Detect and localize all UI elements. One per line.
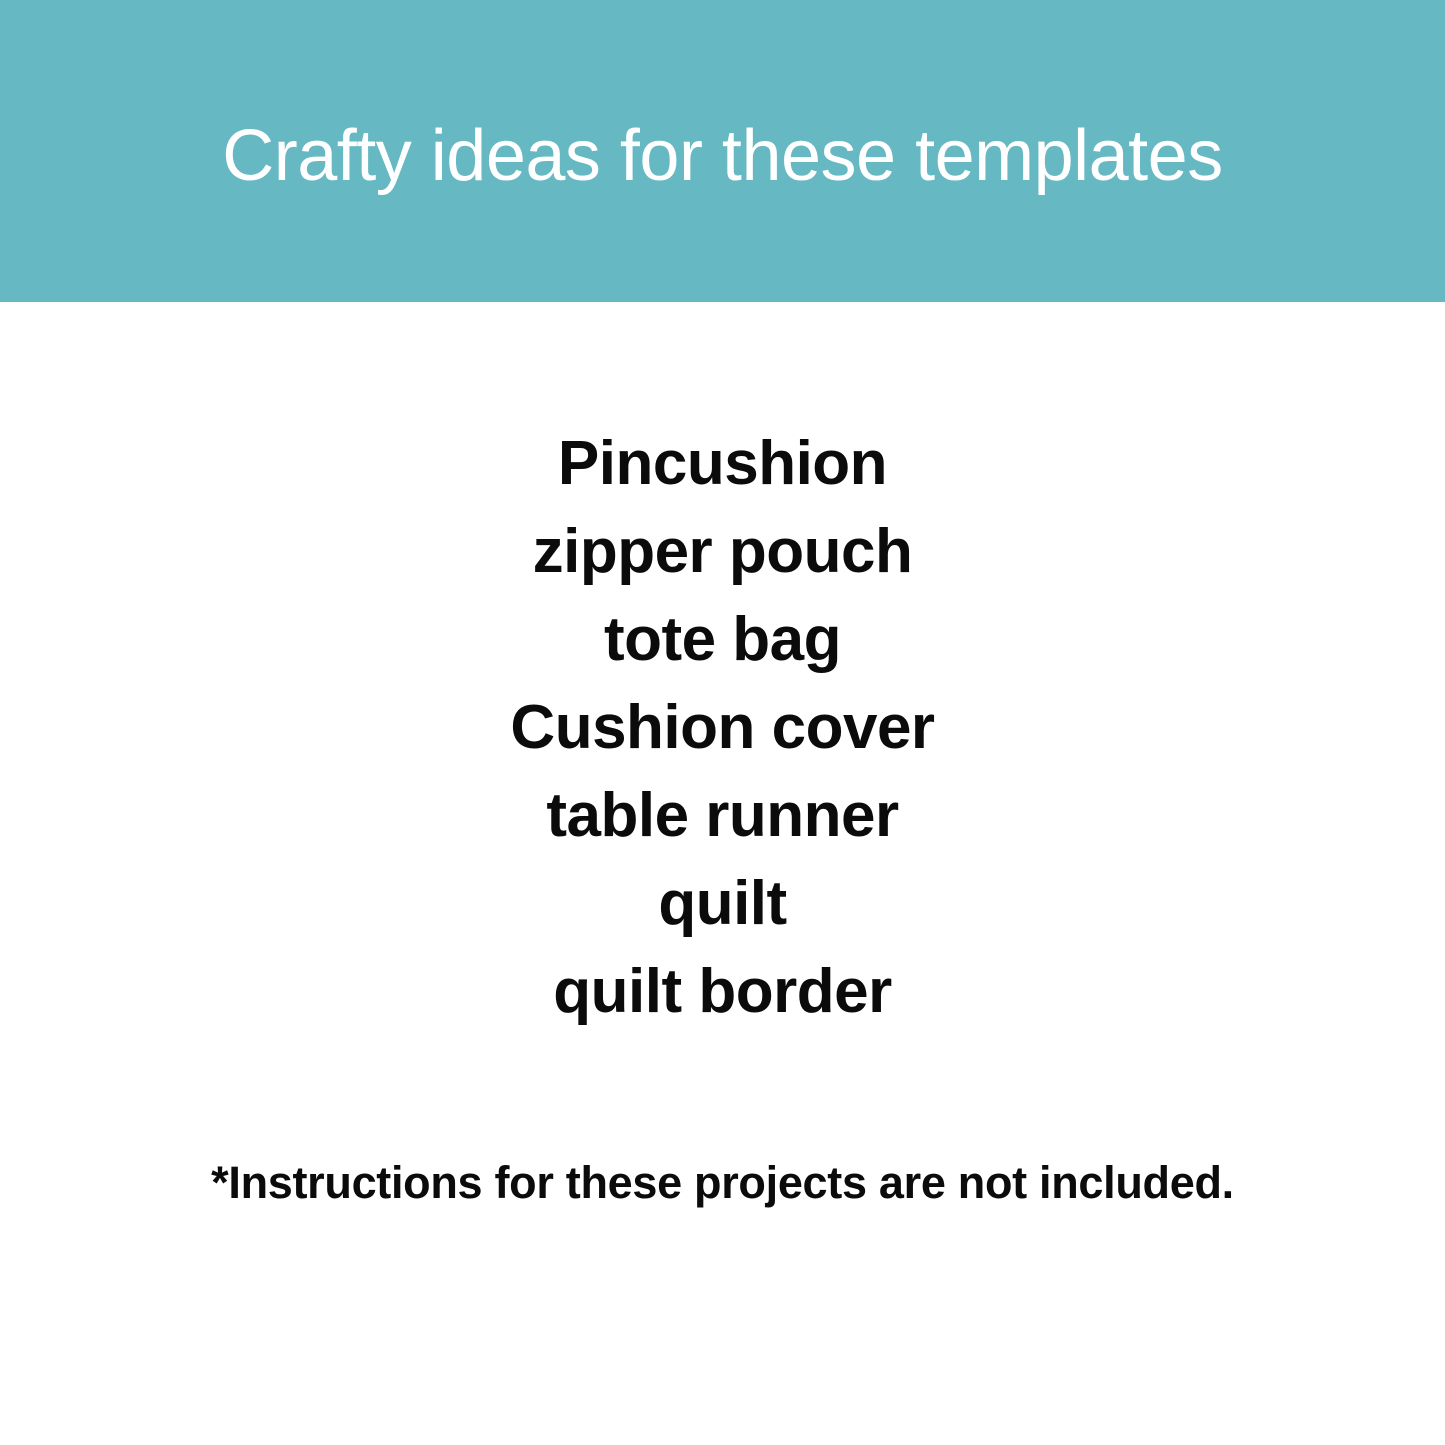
header-banner — [0, 0, 1445, 302]
list-item: quilt — [658, 869, 787, 939]
list-item: Pincushion — [557, 429, 888, 498]
footnote-text: *Instructions for these projects are not included. — [211, 1157, 1234, 1208]
content-area — [0, 302, 1445, 1445]
list-item: quilt border — [553, 957, 892, 1027]
ideas-list — [0, 420, 1445, 1036]
list-item: table runner — [546, 781, 899, 851]
list-item: zipper pouch — [532, 517, 913, 587]
list-item: Cushion cover — [510, 693, 935, 763]
list-item: tote bag — [603, 605, 842, 675]
page-title: Crafty ideas for these templates — [222, 116, 1223, 197]
